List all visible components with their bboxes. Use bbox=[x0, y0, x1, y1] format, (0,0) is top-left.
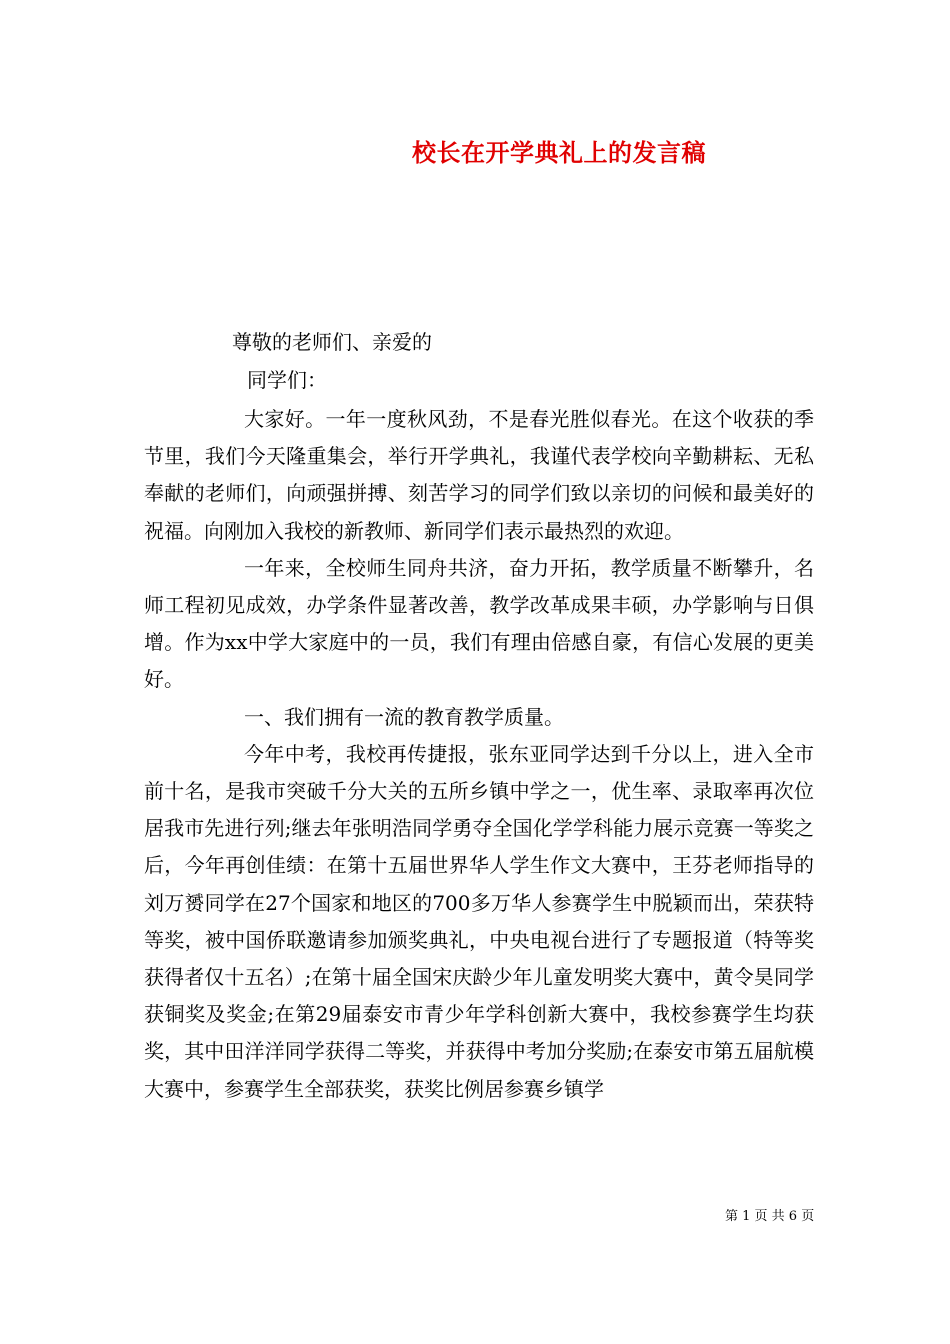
salutation-line-1: 尊敬的老师们、亲爱的 bbox=[232, 330, 432, 354]
salutation-line-2: 同学们： bbox=[247, 368, 327, 392]
paragraph-review: 一年来，全校师生同舟共济，奋力开拓，教学质量不断攀升，名师工程初见成效，办学条件显著改善，教学改革成果丰硕，办学影响与日俱增。作为xx中学大家庭中的一员，我们有理由倍感自豪，有信心发展的更美好。 bbox=[144, 555, 814, 692]
document-title: 校长在开学典礼上的发言稿 bbox=[412, 138, 706, 167]
paragraph-heading-one: 一、我们拥有一流的教育教学质量。 bbox=[244, 704, 564, 729]
paragraph-achievements: 今年中考，我校再传捷报，张东亚同学达到千分以上，进入全市前十名，是我市突破千分大关的五所乡镇中学之一，优生率、录取率再次位居我市先进行列;继去年张明浩同学勇夺全国化学学科能力展示竞赛一等奖之后，今年再创佳绩：在第十五届世界华人学生作文大赛中，王芬老师指导的刘万赟同学在27个国家和地区的700多万华人参赛学生中脱颖而出，荣获特等奖，被中国侨联邀请参加颁奖典礼，中央电视台进行了专题报道（特等奖获得者仅十五名）;在第十届全国宋庆龄少年儿童发明奖大赛中，黄令昊同学获铜奖及奖金;在第29届泰安市青少年学科创新大赛中，我校参赛学生均获奖，其中田洋洋同学获得二等奖，并获得中考加分奖励;在泰安市第五届航模大赛中，参赛学生全部获奖，获奖比例居参赛乡镇学 bbox=[144, 741, 814, 1101]
document-body bbox=[144, 401, 814, 1108]
paragraph-greeting: 大家好。一年一度秋风劲，不是春光胜似春光。在这个收获的季节里，我们今天隆重集会，举行开学典礼，我谨代表学校向辛勤耕耘、无私奉献的老师们，向顽强拼搏、刻苦学习的同学们致以亲切的问候和最美好的祝福。向刚加入我校的新教师、新同学们表示最热烈的欢迎。 bbox=[144, 407, 814, 543]
page-footer: 第 1 页 共 6 页 bbox=[725, 1209, 815, 1224]
